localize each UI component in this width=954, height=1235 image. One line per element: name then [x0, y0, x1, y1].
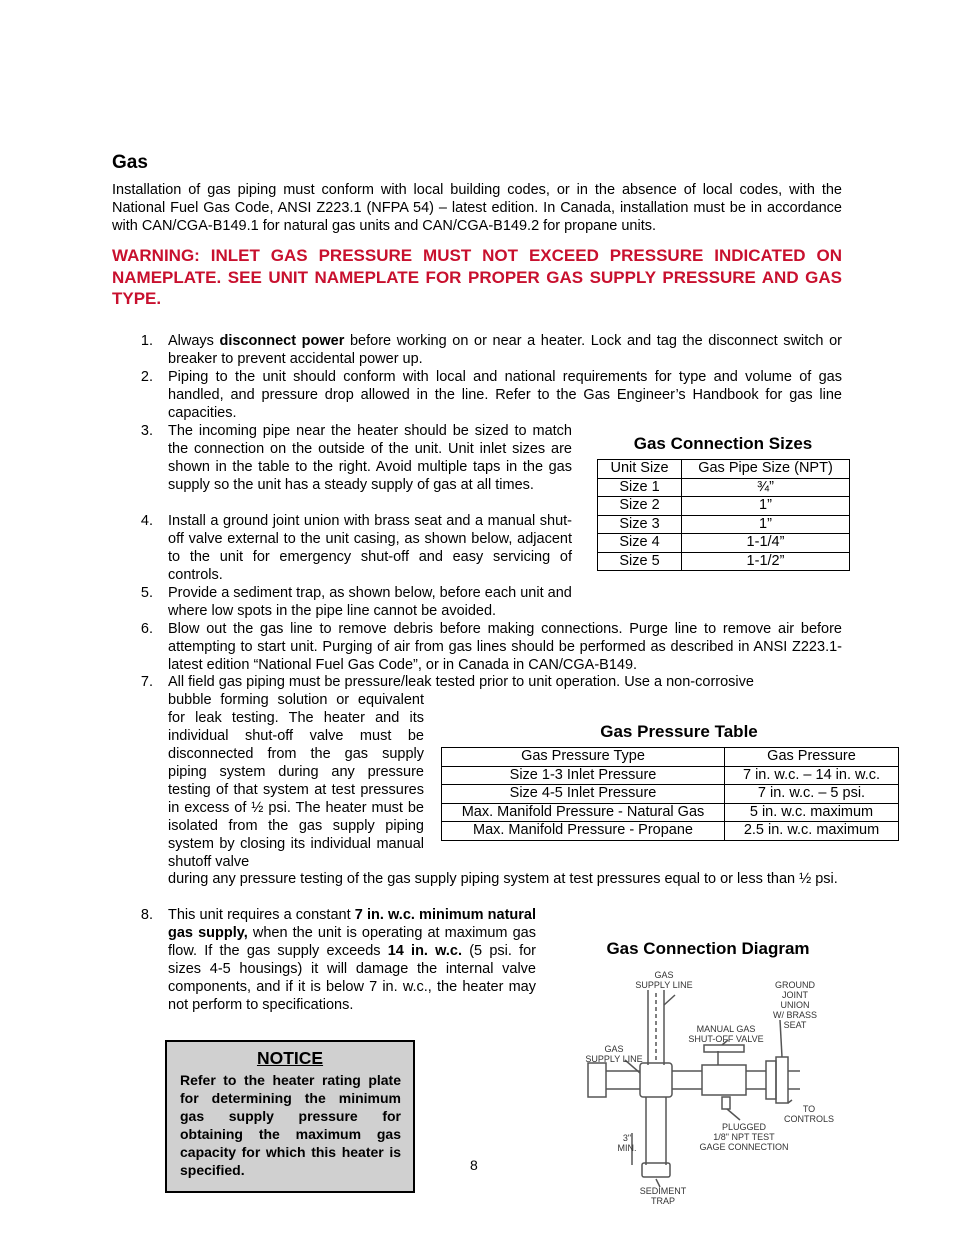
list-item-7-body: bubble forming solution or equivalent for leak testing. The heater and its individual shut-off valve must be disconnected from the gas supply piping system during any pressure testing of that system at test pressures in excess of ½ psi. The heater must be isolated from the gas supply piping system by closing its individual manual shutoff valve	[168, 692, 424, 870]
gas-pressure-table	[441, 747, 899, 841]
table-cell: Size 1-3 Inlet Pressure	[442, 766, 725, 785]
table-row	[442, 803, 899, 822]
intro-paragraph: Installation of gas piping must conform with local building codes, or in the absence of local codes, with the National Fuel Gas Code, ANSI Z223.1 (NFPA 54) – latest edition. In Canada, installation must be in accordance with CAN/CGA-B149.1 for natural gas units and CAN/CGA-B149.2 for propane units.	[112, 182, 842, 234]
table-row	[442, 785, 899, 804]
table-row	[598, 515, 850, 534]
table-cell: 7 in. w.c. – 14 in. w.c.	[725, 766, 899, 785]
label-ground-union: GROUND JOINT UNION W/ BRASS SEAT	[772, 980, 817, 1030]
label-sediment-trap: SEDIMENT TRAP	[639, 1186, 687, 1206]
list-item-5: Provide a sediment trap, as shown below, before each unit and where low spots in the pipe line cannot be avoided.	[168, 585, 572, 619]
table-cell: Size 5	[598, 552, 682, 571]
item-number: 4.	[140, 513, 153, 529]
notice-title: NOTICE	[256, 1048, 324, 1068]
list-item-7-first: All field gas piping must be pressure/leak tested prior to unit operation. Use a non-corrosive	[168, 674, 754, 690]
table-cell: 7 in. w.c. – 5 psi.	[725, 785, 899, 804]
table-row	[442, 822, 899, 841]
notice-box	[165, 1040, 415, 1193]
connection-table-title: Gas Connection Sizes	[633, 434, 813, 453]
table-header: Gas Pipe Size (NPT)	[682, 460, 850, 479]
table-row	[442, 766, 899, 785]
label-manual-valve: MANUAL GAS SHUT-OFF VALVE	[688, 1024, 764, 1044]
table-header: Unit Size	[598, 460, 682, 479]
page-number: 8	[470, 1157, 478, 1173]
table-cell: 1-1/2”	[682, 552, 850, 571]
list-item-6: Blow out the gas line to remove debris before making connections. Purge line to remove air before attempting to start unit. Purging of air from gas lines should be performed as described in ANSI Z223.1-latest edition “National Fuel Gas Code”, or in Canada in CAN/CGA-B149.	[168, 621, 842, 673]
item-number: 2.	[140, 369, 153, 385]
item-number: 8.	[140, 907, 153, 923]
list-item-1: Always disconnect power before working on or near a heater. Lock and tag the disconnect switch or breaker to prevent accidental power up.	[168, 333, 842, 367]
list-item-7-last: during any pressure testing of the gas supply piping system at test pressures equal to or less than ½ psi.	[168, 871, 838, 887]
list-item-4: Install a ground joint union with brass seat and a manual shut-off valve external to the unit casing, as shown below, adjacent to the unit for emergency shut-off and easy servicing of controls.	[168, 513, 572, 583]
label-gas-supply-left: GAS SUPPLY LINE	[585, 1044, 643, 1064]
table-row	[598, 552, 850, 571]
table-cell: Size 3	[598, 515, 682, 534]
union-nut-right	[776, 1057, 788, 1103]
table-cell: 1”	[682, 515, 850, 534]
sediment-cap	[642, 1163, 670, 1177]
label-to-controls: TO CONTROLS	[783, 1104, 834, 1124]
test-plug	[722, 1097, 730, 1109]
label-plugged-test: PLUGGED 1/8" NPT TEST GAGE CONNECTION	[699, 1122, 789, 1152]
table-row	[598, 478, 850, 497]
label-gas-supply-top: GAS SUPPLY LINE	[635, 970, 693, 990]
diagram-title: Gas Connection Diagram	[606, 939, 810, 958]
table-cell: Max. Manifold Pressure - Propane	[442, 822, 725, 841]
table-cell: Size 2	[598, 497, 682, 516]
table-cell: 1”	[682, 497, 850, 516]
list-item-2: Piping to the unit should conform with local and national requirements for type and volume of gas handled, and pressure drop allowed in the line. Refer to the Gas Engineer’s Handbook for gas line capacities.	[168, 369, 842, 421]
pressure-table-title: Gas Pressure Table	[600, 722, 758, 741]
table-cell: 1-1/4”	[682, 534, 850, 553]
item-number: 6.	[140, 621, 153, 637]
connection-sizes-table	[597, 459, 850, 571]
table-cell: Size 4-5 Inlet Pressure	[442, 785, 725, 804]
table-row	[598, 497, 850, 516]
table-cell: Size 1	[598, 478, 682, 497]
table-cell: 5 in. w.c. maximum	[725, 803, 899, 822]
manual-shutoff-valve	[702, 1065, 746, 1095]
table-header: Gas Pressure	[725, 748, 899, 767]
item-number: 5.	[140, 585, 153, 601]
item-number: 3.	[140, 423, 153, 439]
table-header: Gas Pressure Type	[442, 748, 725, 767]
table-cell: Max. Manifold Pressure - Natural Gas	[442, 803, 725, 822]
list-item-8: This unit requires a constant 7 in. w.c. minimum natural gas supply, when the unit is operating at maximum gas flow. If the gas supply exceeds 14 in. w.c. (5 psi. for sizes 4-5 housings) it will damage the internal valve components, and if it is below 7 in. w.c., the heater may not perform to specifications.	[168, 907, 537, 1013]
item-number: 1.	[140, 333, 153, 349]
list-item-3: The incoming pipe near the heater should be sized to match the connection on the outside of the unit. Unit inlet sizes are shown in the table to the right. Avoid multiple taps in the gas supply so the unit has a steady supply of gas at all times.	[168, 423, 572, 493]
union-nut-left	[766, 1061, 776, 1099]
table-row	[598, 534, 850, 553]
warning-text: WARNING: INLET GAS PRESSURE MUST NOT EXCEED PRESSURE INDICATED ON NAMEPLATE. SEE UNIT NAMEPLATE FOR PROPER GAS SUPPLY PRESSURE AND GAS TYPE.	[112, 246, 842, 308]
table-cell: 2.5 in. w.c. maximum	[725, 822, 899, 841]
tee-fitting	[640, 1063, 672, 1097]
table-cell: Size 4	[598, 534, 682, 553]
table-cell: ¾”	[682, 478, 850, 497]
notice-text: Refer to the heater rating plate for determining the minimum gas supply pressure for obtaining the maximum gas capacity for which this heater is specified.	[180, 1072, 401, 1178]
section-heading: Gas	[112, 152, 148, 173]
label-min: 3" MIN.	[617, 1133, 637, 1153]
item-number: 7.	[140, 674, 153, 690]
left-inlet-fitting	[588, 1063, 606, 1097]
valve-handle	[704, 1045, 744, 1052]
